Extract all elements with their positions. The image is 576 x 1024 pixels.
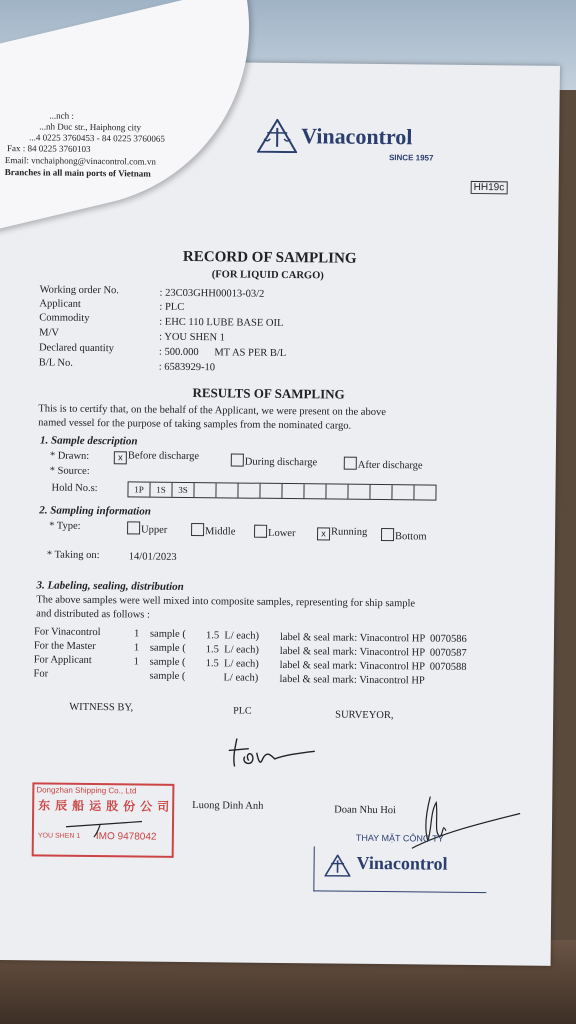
fax-line: Fax : 84 0225 3760103 — [7, 143, 91, 154]
ship-stamp-imo: IMO 9478042 — [95, 831, 157, 843]
company-stamp — [313, 846, 486, 893]
type-label-text: Bottom — [394, 531, 427, 543]
labeling-intro-2: and distributed as follows : — [36, 608, 151, 621]
field-label-commodity: Commodity — [39, 312, 90, 324]
field-label-quantity: Declared quantity — [38, 342, 114, 355]
field-value-vessel: : YOU SHEN 1 — [159, 331, 225, 344]
dist-unit: sample ( — [149, 670, 186, 682]
field-label-bl: B/L No. — [38, 357, 73, 369]
field-value-applicant: : PLC — [159, 301, 185, 313]
dist-unit: sample ( — [149, 628, 186, 640]
curled-sheet — [0, 0, 286, 237]
hold-cell[interactable] — [216, 483, 238, 497]
hold-cell[interactable] — [194, 483, 216, 497]
email-line: Email: vnchaiphong@vinacontrol.com.vn — [4, 155, 157, 167]
hold-cell[interactable] — [304, 484, 326, 498]
labeling-heading: 3. Labeling, sealing, distribution — [36, 579, 184, 593]
hold-cell[interactable] — [392, 485, 414, 499]
dist-unit: sample ( — [149, 642, 186, 654]
checkbox-middle[interactable] — [191, 523, 204, 536]
taking-on-date: 14/01/2023 — [128, 551, 177, 563]
certify-text-2: named vessel for the purpose of taking samples from the nominated cargo. — [38, 417, 352, 432]
brand-since: SINCE 1957 — [388, 153, 434, 163]
hold-numbers-table — [127, 481, 436, 500]
on-behalf-label: THAY MẶT CÔNG TY — [355, 832, 444, 844]
checkbox-before-discharge[interactable]: x — [114, 451, 127, 464]
checkbox-during-discharge[interactable] — [231, 453, 244, 466]
type-label-text: Lower — [268, 527, 296, 540]
type-bottom[interactable] — [381, 528, 427, 542]
field-label-working-order: Working order No. — [39, 284, 120, 297]
hold-cell[interactable] — [370, 485, 392, 499]
dist-mark: label & seal mark: Vinacontrol HP — [279, 673, 425, 687]
document-title: RECORD OF SAMPLING — [182, 248, 357, 267]
checkbox-lower[interactable] — [254, 525, 267, 538]
stamp-brand: Vinacontrol — [356, 852, 448, 874]
checkbox-after-discharge[interactable] — [344, 457, 357, 470]
hold-cell[interactable]: 1P — [128, 482, 150, 496]
hold-cell[interactable] — [326, 484, 348, 498]
form-code: HH19c — [471, 181, 508, 194]
hold-label: Hold No.s: — [51, 482, 98, 495]
hold-cell[interactable] — [414, 485, 435, 499]
hold-cell[interactable]: 1S — [150, 483, 172, 497]
dist-qty: 1 — [133, 628, 140, 640]
option-after-discharge[interactable] — [344, 457, 423, 472]
dist-party: For the Master — [33, 640, 96, 653]
ship-stamp-company: Dongzhan Shipping Co., Ltd — [36, 785, 137, 796]
type-running[interactable] — [317, 526, 367, 541]
hold-cell[interactable] — [348, 485, 370, 499]
type-label-text: Upper — [141, 524, 168, 536]
address-line-2: ...nh Duc str., Haiphong city — [39, 121, 142, 133]
hold-cell[interactable] — [282, 484, 304, 498]
checkbox-upper[interactable] — [127, 521, 140, 534]
results-heading: RESULTS OF SAMPLING — [192, 385, 345, 402]
dist-volume: 1.5 L/ each) — [205, 630, 260, 642]
dist-unit: sample ( — [149, 656, 186, 668]
type-label-text: Middle — [205, 526, 236, 538]
dist-volume: L/ each) — [223, 672, 259, 684]
ship-stamp-vessel: YOU SHEN 1 — [37, 832, 81, 840]
document-subtitle: (FOR LIQUID CARGO) — [211, 269, 324, 282]
surveyor-name: Doan Nhu Hoi — [334, 804, 397, 817]
field-value-commodity: : EHC 110 LUBE BASE OIL — [159, 316, 284, 329]
sample-description-heading: 1. Sample description — [39, 434, 138, 448]
option-before-discharge[interactable] — [114, 450, 199, 465]
certify-text-1: This is to certify that, on the behalf of the Applicant, we were present on the above — [38, 403, 386, 419]
dist-mark: label & seal mark: Vinacontrol HP 0070587 — [279, 645, 467, 659]
drawn-label: * Drawn: — [49, 450, 90, 462]
address-line-3: ...4 0225 3760453 - 84 0225 3760065 — [29, 132, 165, 144]
ship-stamp — [32, 782, 175, 857]
brand-name: Vinacontrol — [301, 123, 413, 150]
witness-label: WITNESS BY, — [69, 701, 134, 714]
field-value-bl: : 6583929-10 — [158, 361, 216, 374]
checkbox-running[interactable]: x — [317, 527, 330, 540]
field-value-working-order: : 23C03GHH00013-03/2 — [159, 287, 265, 300]
checkbox-bottom[interactable] — [381, 528, 394, 541]
field-value-quantity: : 500.000 MT AS PER B/L — [158, 346, 287, 360]
dist-volume: 1.5 L/ each) — [205, 658, 259, 670]
source-label: * Source: — [49, 465, 90, 477]
hold-cell[interactable] — [238, 484, 260, 498]
document-page — [0, 60, 560, 966]
surveyor-label: SURVEYOR, — [335, 709, 394, 722]
labeling-intro-1: The above samples were well mixed into composite samples, representing for ship sample — [36, 594, 416, 610]
dist-qty: 1 — [133, 656, 140, 668]
dist-qty: 1 — [133, 642, 140, 654]
address-line-1: ...nch : — [49, 110, 74, 121]
witness-signature — [227, 730, 319, 773]
taking-on-label: * Taking on: — [46, 549, 100, 562]
field-label-applicant: Applicant — [39, 298, 81, 310]
dist-mark: label & seal mark: Vinacontrol HP 0070586 — [279, 631, 467, 645]
option-label: Before discharge — [127, 450, 200, 463]
sampling-info-heading: 2. Sampling information — [39, 504, 151, 518]
hold-cell[interactable] — [260, 484, 282, 498]
dist-party: For Applicant — [33, 654, 92, 666]
option-label: After discharge — [357, 459, 423, 472]
ship-stamp-chinese: 东 辰 船 运 股 份 公 司 — [38, 798, 171, 814]
type-middle[interactable] — [191, 523, 235, 537]
branches-line: Branches in all main ports of Vietnam — [4, 167, 151, 179]
scale-logo-icon — [324, 854, 350, 876]
witness-name: Luong Dinh Anh — [192, 800, 264, 812]
hold-cell[interactable]: 3S — [172, 483, 194, 497]
dist-party: For Vinacontrol — [33, 626, 101, 639]
plc-label: PLC — [233, 705, 252, 717]
type-label-text: Running — [331, 526, 368, 538]
stamp-signature — [64, 815, 144, 840]
option-during-discharge[interactable] — [231, 453, 318, 468]
type-lower[interactable] — [254, 525, 296, 539]
type-label: * Type: — [49, 520, 81, 532]
option-label: During discharge — [244, 456, 318, 469]
scale-logo-icon — [257, 119, 297, 153]
field-label-vessel: M/V — [39, 327, 60, 339]
dist-volume: 1.5 L/ each) — [205, 644, 259, 656]
dist-mark: label & seal mark: Vinacontrol HP 0070588 — [279, 659, 467, 673]
type-upper[interactable] — [127, 521, 167, 535]
dist-party: For — [33, 668, 49, 680]
